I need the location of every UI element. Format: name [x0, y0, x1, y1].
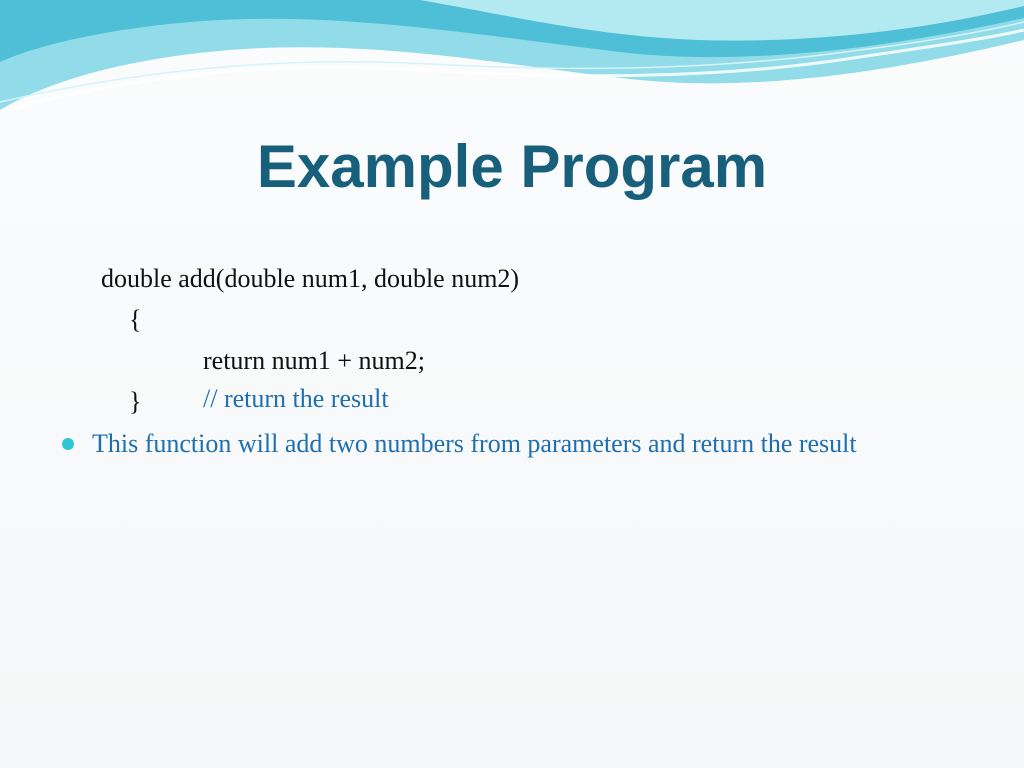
- code-comment: // return the result: [203, 384, 389, 413]
- code-line-signature: [62, 222, 962, 293]
- bullet-item: [62, 426, 942, 461]
- code-block: [62, 222, 962, 416]
- slide-title: Example Program: [256, 133, 768, 200]
- bullet-text: This function will add two numbers from parameters and return the result: [92, 429, 857, 458]
- header-wave-decoration: [0, 0, 1024, 130]
- bullet-dot-icon: [62, 438, 74, 450]
- return-statement: return num1 + num2;: [203, 346, 425, 375]
- code-line-return: [62, 304, 962, 413]
- close-brace: }: [129, 387, 142, 416]
- open-brace: {: [129, 305, 142, 334]
- function-signature: double add(double num1, double num2): [101, 264, 520, 293]
